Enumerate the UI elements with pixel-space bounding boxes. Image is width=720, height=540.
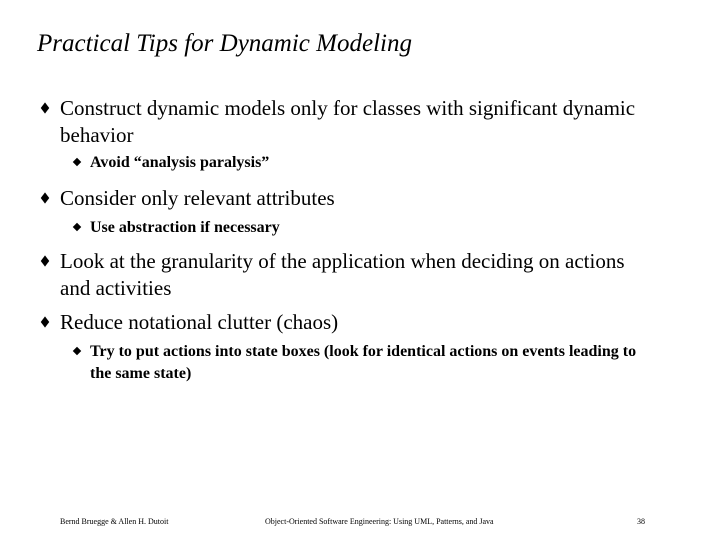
sub-bullet-text: Try to put actions into state boxes (look for identical actions on events leading to the same state) [90,343,637,382]
bullet-item [60,185,650,212]
footer-authors: Bernd Bruegge & Allen H. Dutoit [60,517,169,526]
sub-bullet-item [90,217,650,239]
sub-bullet-item [90,152,650,174]
diamond-bullet-icon [41,192,49,203]
slide-title: Practical Tips for Dynamic Modeling [37,30,412,57]
bullet-item [60,95,650,149]
footer-book-title: Object-Oriented Software Engineering: Using UML, Patterns, and Java [265,517,494,526]
diamond-bullet-icon [41,102,49,113]
bullet-item [60,309,650,336]
page-number: 38 [637,517,645,526]
bullet-item [60,248,650,302]
sub-bullet-text: Avoid “analysis paralysis” [90,154,270,171]
bullet-text: Look at the granularity of the application when deciding on actions and activities [60,249,625,300]
small-diamond-bullet-icon [73,223,81,231]
diamond-bullet-icon [41,316,49,327]
bullet-text: Construct dynamic models only for classes with significant dynamic behavior [60,96,636,147]
bullet-text: Reduce notational clutter (chaos) [60,310,339,334]
small-diamond-bullet-icon [73,158,81,166]
bullet-text: Consider only relevant attributes [60,186,335,210]
diamond-bullet-icon [41,255,49,266]
small-diamond-bullet-icon [73,347,81,355]
sub-bullet-text: Use abstraction if necessary [90,219,280,236]
sub-bullet-item [90,341,650,385]
